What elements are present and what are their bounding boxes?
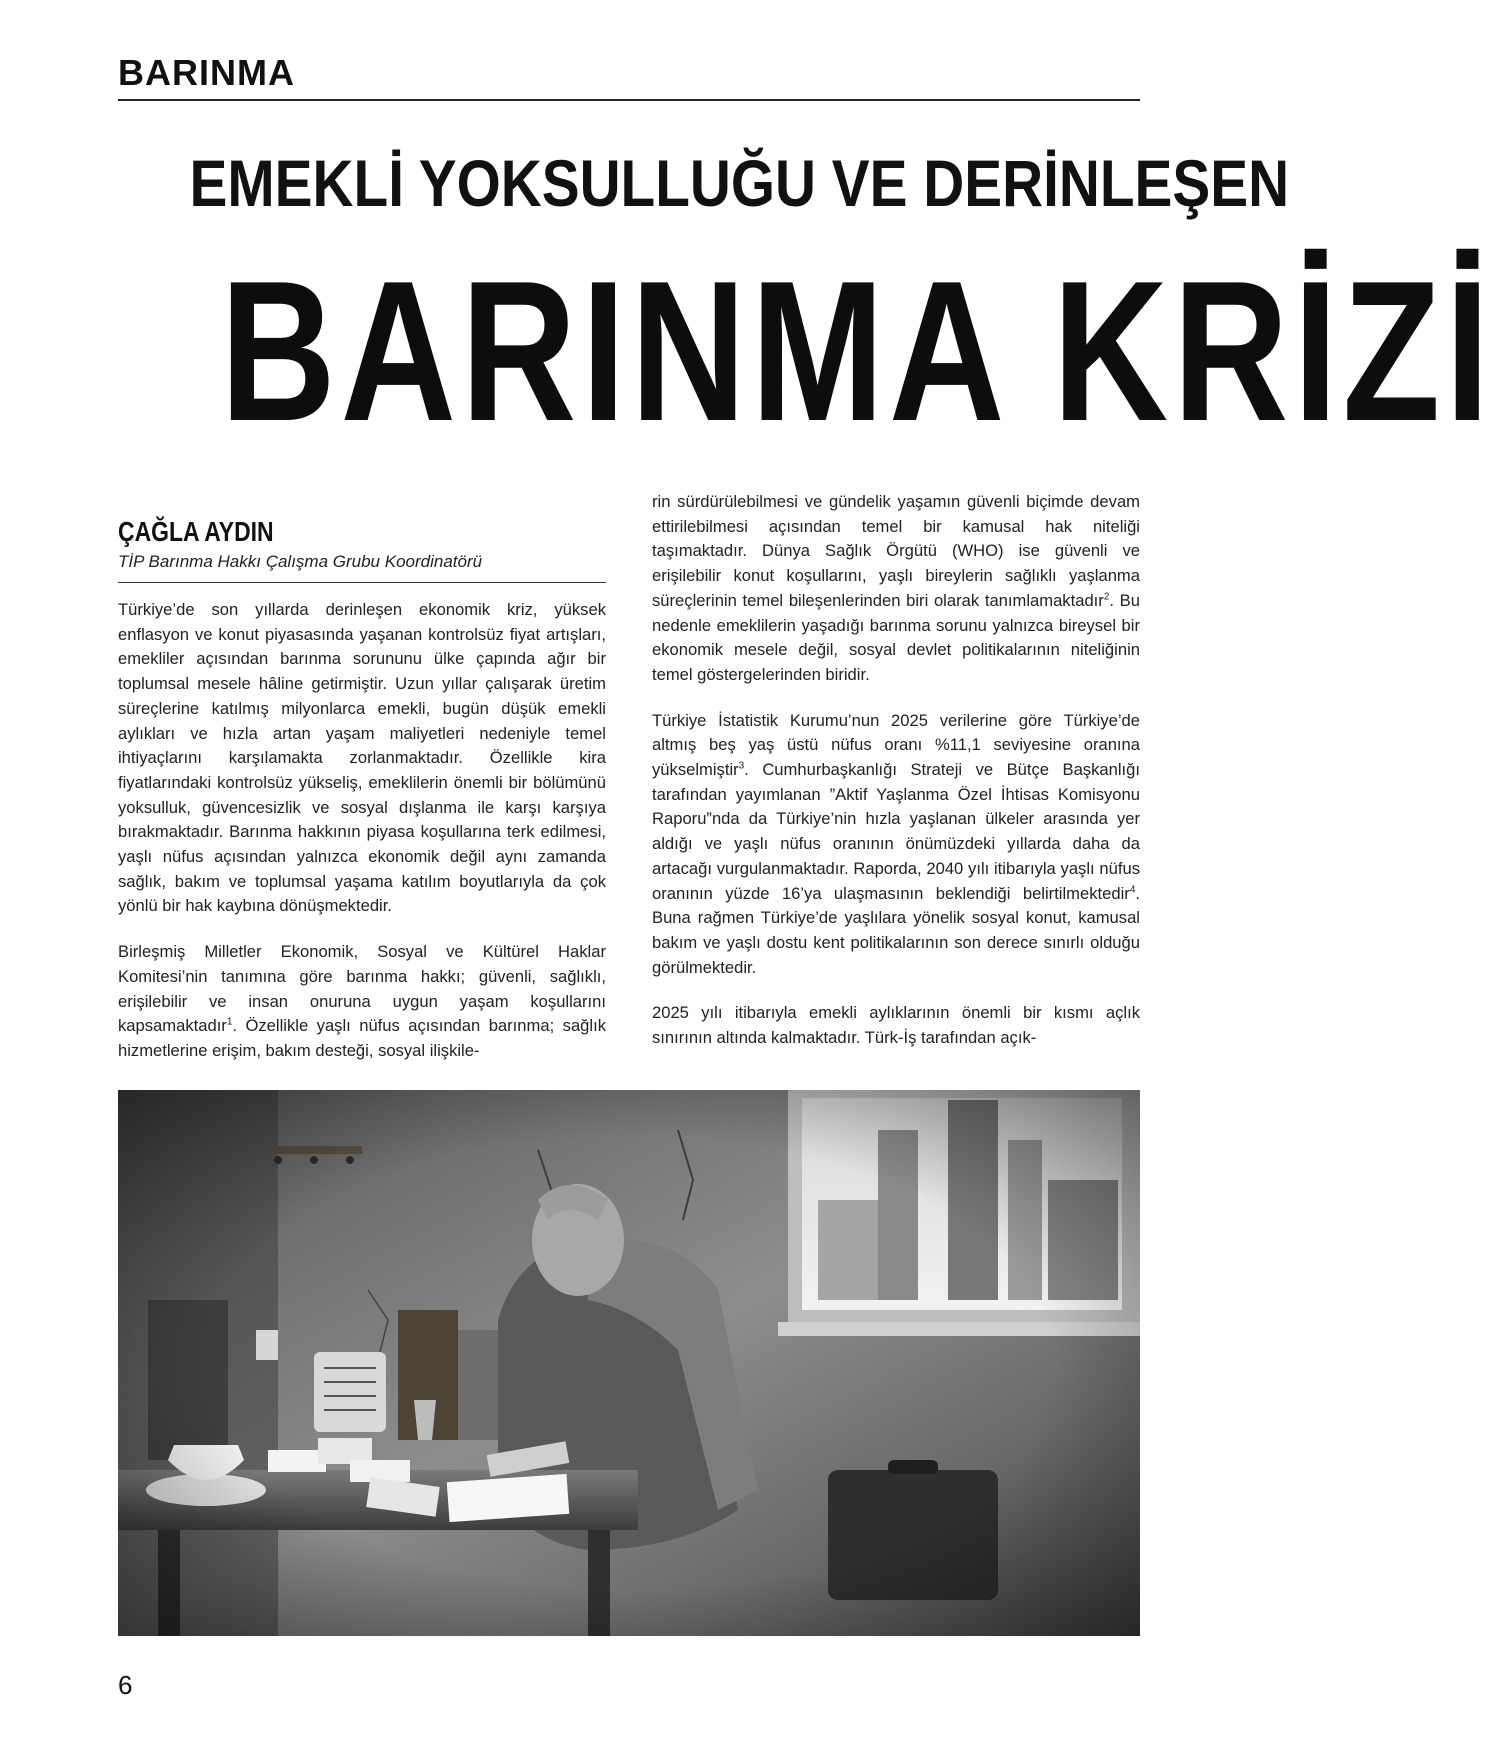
paragraph — [652, 490, 1140, 688]
footnote-ref[interactable]: 3 — [738, 760, 745, 772]
paragraph: Türkiye’de son yıllarda derinleşen ekonomik kriz, yüksek enflasyon ve konut piyasasında yaşanan kontrolsüz fiyat artışları, emekliler açısından barınma sorununu ülke çapında ağır bir toplumsal mesele hâline getirmiştir. Uzun yıllar çalışarak üretim süreçlerine katılmış milyonlarca emekli, bugün düşük emekli aylıkları ve hızla artan yaşam maliyetleri nedeniyle temel ihtiyaçlarını karşılamakta zorlanmaktadır. Özellikle kira fiyatlarındaki kontrolsüz yükseliş, emeklilerin önemli bir bölümünü yoksulluk, güvencesizlik ve sosyal dışlanma ile karşı karşıya bırakmaktadır. Barınma hakkının piyasa koşullarına terk edilmesi, yaşlı nüfus açısından yalnızca ekonomik değil aynı zamanda sağlık, bakım ve toplumsal yaşama katılım boyutlarıyla da çok yönlü bir hak kaybına dönüşmektedir. — [118, 600, 606, 916]
author-rule — [118, 582, 606, 583]
vignette — [118, 1090, 1140, 1636]
header-rule — [118, 99, 1140, 101]
author-name: ÇAĞLA AYDIN — [118, 516, 274, 547]
section-label: BARINMA — [118, 52, 295, 93]
paragraph-text: rin sürdürülebilmesi ve gündelik yaşamın güvenli biçimde devam ettirilebilmesi açısından temel bir kamusal hak niteliği taşımaktadır. Dünya Sağlık Örgütü (WHO) ise güvenli ve erişilebilir konut koşullarını, yaşlı bireylerin sağlıklı yaşlanma süreçlerinin temel bileşenlerinden biri olarak tanımlamaktadır — [652, 492, 1140, 610]
article-title-line-1: EMEKLİ YOKSULLUĞU VE DERİNLEŞEN — [189, 146, 1290, 220]
paragraph — [118, 940, 606, 1064]
left-column — [118, 598, 606, 1085]
paragraph-text: . Cumhurbaşkanlığı Strateji ve Bütçe Başkanlığı tarafından yayımlanan ”Aktif Yaşlanma Özel İhtisas Komisyonu Raporu”nda da Türkiye’nin hızla yaşlanan ülkeler arasında yer aldığı ve yaşlı nüfus oranının önümüzdeki yıllarda daha da artacağı vurgulanmaktadır. Raporda, 2040 yılı itibarıyla yaşlı nüfus oranının yüzde 16’ya ulaşmasının beklendiği belirtilmektedir — [652, 760, 1140, 903]
paragraph: 2025 yılı itibarıyla emekli aylıklarının önemli bir kısmı açlık sınırının altında kalmaktadır. Türk-İş tarafından açık- — [652, 1003, 1140, 1048]
article-photo — [118, 1090, 1140, 1636]
footnote-ref[interactable]: 2 — [1103, 591, 1110, 603]
paragraph-text: Birleşmiş Milletler Ekonomik, Sosyal ve Kültürel Haklar Komitesi’nin tanımına göre barınma hakkı; güvenli, sağlıklı, erişilebilir ve insan onuruna uygun yaşam koşullarını kapsamaktadır — [118, 942, 606, 1036]
footnote-ref[interactable]: 1 — [226, 1016, 233, 1028]
paragraph — [652, 709, 1140, 981]
author-role: TİP Barınma Hakkı Çalışma Grubu Koordinatörü — [118, 552, 483, 571]
page-number: 6 — [118, 1670, 133, 1700]
paragraph-text: . Özellikle yaşlı nüfus açısından barınma; sağlık hizmetlerine erişim, bakım desteği, sosyal ilişkile- — [118, 1016, 606, 1060]
paragraph-text: . Bu nedenle emeklilerin yaşadığı barınma sorunu yalnızca bireysel bir ekonomik mesele değil, sosyal devlet politikalarının niteliğinin temel göstergelerinden biridir. — [652, 590, 1140, 684]
right-column — [652, 490, 1140, 1072]
paragraph-text: . Buna rağmen Türkiye’de yaşlılara yönelik sosyal konut, kamusal bakım ve yaşlı dostu kent politikalarının son derece sınırlı olduğu görülmektedir. — [652, 883, 1140, 977]
footnote-ref[interactable]: 4 — [1129, 884, 1136, 896]
paragraph-text: Türkiye İstatistik Kurumu’nun 2025 verilerine göre Türkiye’de altmış beş yaş üstü nüfus oranı %11,1 seviyesine oranına yükselmiştir — [652, 710, 1140, 780]
article-title-line-2: BARINMA KRİZİ — [220, 240, 1494, 463]
